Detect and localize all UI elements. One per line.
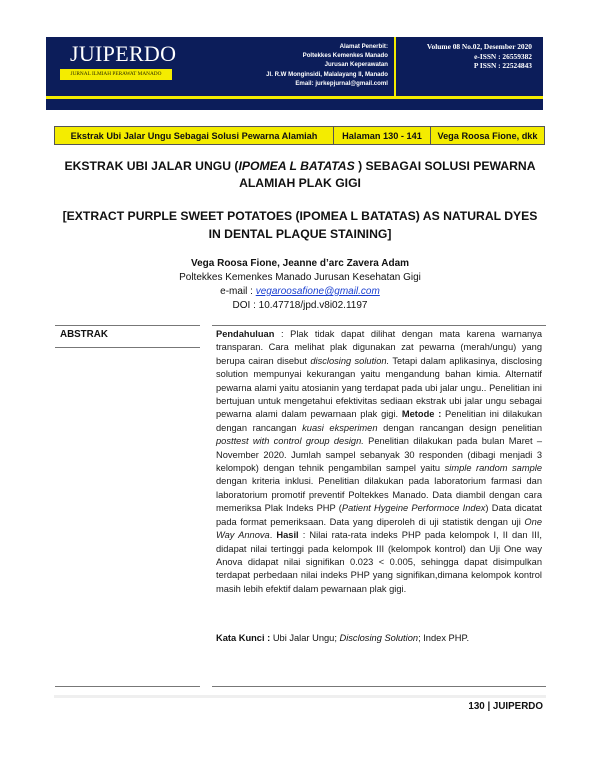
publisher-label: Alamat Penerbit: — [339, 43, 388, 50]
abstract-text: . — [269, 530, 277, 541]
title-text: EKSTRAK UBI JALAR UNGU ( — [64, 159, 239, 173]
abstract-text: ) Data dicatat pada format pemeriksaan. Data yang diperoleh di uji statistik dengan uji — [216, 503, 542, 527]
banner-divider-vertical — [394, 37, 396, 97]
divider — [55, 325, 200, 326]
banner-divider-horizontal — [46, 96, 543, 99]
article-title-indonesian — [60, 158, 540, 192]
email-link[interactable]: vegaroosafione@gmail.com — [255, 286, 380, 297]
title-text: ) SEBAGAI SOLUSI PEWARNA ALAMIAH PLAK GIGI — [239, 159, 536, 190]
abstract-text: Tetapi dalam aplikasinya, disclosing solution mempunyai kekurangan yaitu mengandung bahan kimia. Alternatif pewarna alami yaitu atosianin yang terdapat pada ubi jalar ungu.. Penelitian ini bertujuan untuk mengetahui efektivitas sediaan ekstrak ubi jalar ungu sebagai pewarna alami dalam pewarnaan plak gigi. — [216, 355, 542, 420]
abstract-italic: posttest with control group design. — [216, 436, 364, 447]
section-label-pendahuluan: Pendahuluan — [216, 329, 275, 339]
title-species-italic: IPOMEA L BATATAS — [238, 159, 355, 173]
abstract-heading: ABSTRAK — [60, 329, 108, 340]
divider — [55, 347, 200, 348]
section-label-hasil: Hasil — [276, 530, 299, 541]
abstract-italic: One Way Annova — [216, 516, 542, 541]
author-email-line — [100, 285, 500, 299]
publisher-line: Jurusan Keperawatan — [324, 61, 388, 69]
abstract-italic: disclosing solution. — [310, 355, 390, 366]
keywords-text: Ubi Jalar Ungu; — [270, 633, 340, 643]
page-number: 130 | JUIPERDO — [468, 701, 543, 712]
abstract-body — [216, 328, 542, 596]
running-header-pages: Halaman 130 - 141 — [334, 127, 431, 144]
author-names: Vega Roosa Fione, Jeanne d’arc Zavera Adam — [190, 258, 410, 269]
journal-name: JUIPERDO — [70, 41, 177, 66]
footer-band — [54, 695, 546, 698]
divider — [212, 325, 546, 326]
running-header-table — [54, 126, 545, 145]
p-issn: P ISSN : 22524843 — [473, 61, 532, 70]
abstract-text: : Plak tidak dapat dilihat dengan mata karena warnanya transparan. Cara melihat plak digunakan zat pewarna (merah/ungu) yang berupa cairan disebut — [216, 329, 542, 366]
keywords-italic: Disclosing Solution — [339, 633, 419, 643]
volume-info — [427, 42, 532, 71]
volume-number: Volume 08 No.02, Desember 2020 — [426, 42, 532, 51]
article-title-english: [EXTRACT PURPLE SWEET POTATOES (IPOMEA L BATATAS) AS NATURAL DYES IN DENTAL PLAQUE STAINING] — [62, 209, 538, 241]
publisher-line: Poltekkes Kemenkes Manado — [302, 52, 388, 60]
keywords-label: Kata Kunci : — [216, 633, 271, 643]
doi: DOI : 10.47718/jpd.v8i02.1197 — [232, 300, 368, 311]
e-issn: e-ISSN : 26559382 — [474, 51, 532, 61]
publisher-address — [266, 42, 388, 88]
email-label: e-mail : — [220, 286, 256, 297]
section-label-metode: Metode : — [401, 409, 442, 420]
abstract-italic: Patient Hygeine Performoce Index — [341, 503, 486, 514]
publisher-line: Jl. R.W Monginsidi, Malalayang II, Manado — [266, 70, 388, 78]
keywords — [216, 632, 542, 645]
journal-banner — [46, 37, 543, 110]
publisher-email: Email: jurkepjurnal@gmail.coml — [295, 79, 388, 87]
running-header-author: Vega Roosa Fione, dkk — [437, 130, 538, 141]
abstract-text: dengan kriteria inklusi. Penelitian dilakukan pada laboratorium farmasi dan laboratorium promotif preventif Poltekkes Manado. Data diambil dengan cara memeriksa Plak Indeks PHP ( — [216, 476, 542, 514]
abstract-italic: simple random sample — [444, 463, 542, 474]
journal-subtitle-badge: JURNAL ILMIAH PERAWAT MANADO — [60, 69, 172, 80]
abstract-italic: kuasi eksperimen — [302, 422, 378, 433]
author-affiliation: Poltekkes Kemenkes Manado Jurusan Kesehatan Gigi — [179, 272, 421, 283]
author-block — [100, 257, 500, 313]
divider — [212, 686, 546, 687]
abstract-text: Penelitian dilakukan pada bulan Maret – November 2020. Jumlah sampel sebanyak 30 responden (dibagi menjadi 3 kelompok) dengan tehnik pengambilan sampel yaitu — [216, 436, 542, 474]
abstract-text: : Nilai rata-rata indeks PHP pada kelompok I, II dan III, didapat nilai tertinggi pada kelompok III (kelompok kontrol) dan Uji One way Anova didapat nilai signifikan 0.023 < 0.005, sehingga dapat disimpulkan terdapat perbedaan nilai indeks PHP yang signifikan,dimana kelompok kontrol masih lebih efektif dalam pewarnaan plak gigi. — [216, 530, 542, 594]
keywords-text: ; Index PHP. — [418, 633, 470, 643]
abstract-text: dengan rancangan design penelitian — [377, 422, 542, 433]
running-header-title: Ekstrak Ubi Jalar Ungu Sebagai Solusi Pewarna Alamiah — [55, 127, 334, 144]
abstract-text: Penelitian ini dilakukan dengan rancangan — [216, 409, 542, 433]
divider — [55, 686, 200, 687]
